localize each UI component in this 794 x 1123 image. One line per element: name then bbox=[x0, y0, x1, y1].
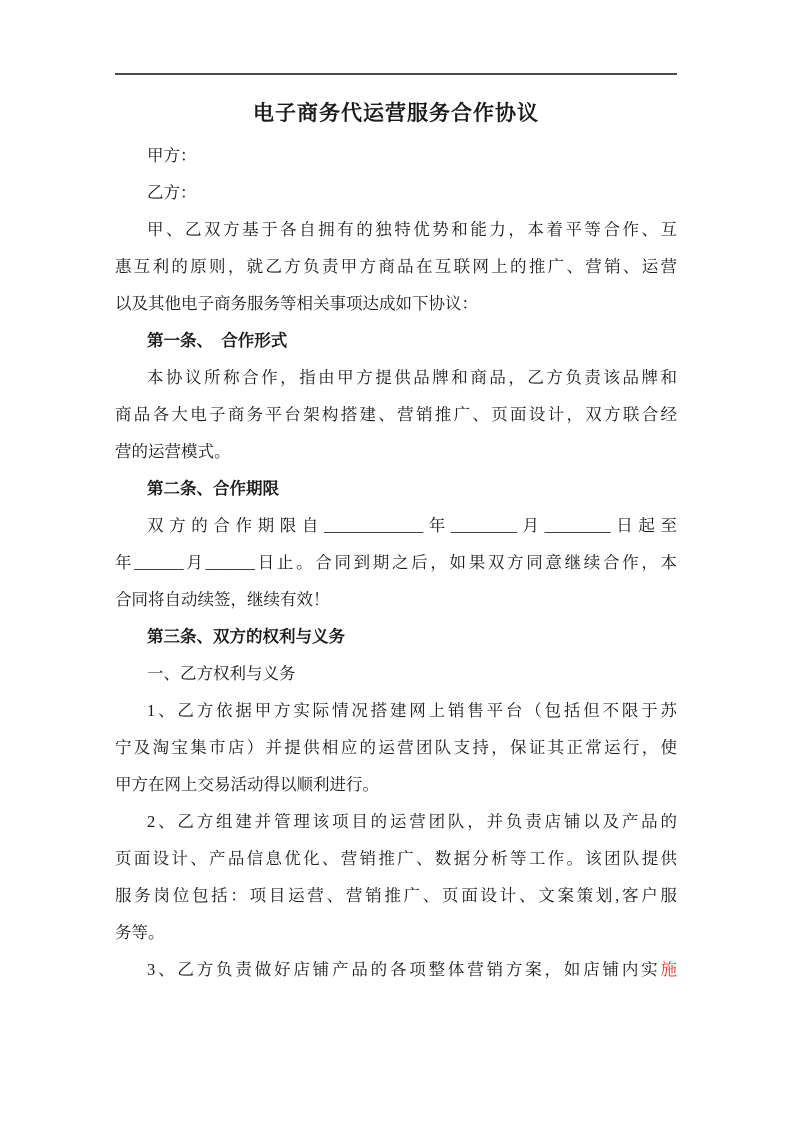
text-line bbox=[115, 914, 677, 951]
text-line bbox=[115, 433, 677, 470]
line-text: 商品各大电子商务平台架构搭建、营销推广、页面设计，双方联合经 bbox=[115, 405, 677, 424]
line-text: 3、乙方负责做好店铺产品的各项整体营销方案，如店铺内实 bbox=[147, 960, 661, 979]
text-line bbox=[115, 174, 677, 211]
line-text: 本协议所称合作，指由甲方提供品牌和商品，乙方负责该品牌和 bbox=[147, 368, 677, 387]
line-text: 合同将自动续签，继续有效！ bbox=[115, 590, 330, 609]
text-line bbox=[115, 729, 677, 766]
text-line bbox=[115, 951, 677, 988]
text-line bbox=[115, 359, 677, 396]
document-content bbox=[115, 89, 677, 988]
text-line bbox=[115, 840, 677, 877]
text-line bbox=[115, 507, 677, 544]
text-line bbox=[115, 766, 677, 803]
header-rule bbox=[115, 73, 677, 75]
line-text: 一、乙方权利与义务 bbox=[147, 664, 296, 683]
line-text: 甲、乙双方基于各自拥有的独特优势和能力，本着平等合作、互 bbox=[147, 220, 677, 239]
line-text: 1、乙方依据甲方实际情况搭建网上销售平台（包括但不限于苏 bbox=[147, 701, 677, 720]
text-line bbox=[115, 396, 677, 433]
line-text: 营的运营模式。 bbox=[115, 442, 231, 461]
line-text: 甲方： bbox=[147, 146, 197, 165]
text-line bbox=[115, 803, 677, 840]
text-line bbox=[115, 655, 677, 692]
line-text: 第二条、合作期限 bbox=[147, 479, 279, 498]
text-line bbox=[115, 544, 677, 581]
line-text: 2、乙方组建并管理该项目的运营团队，并负责店铺以及产品的 bbox=[147, 812, 677, 831]
text-line bbox=[115, 285, 677, 322]
text-line bbox=[115, 137, 677, 174]
line-text: 双方的合作期限自____________年________月________日起至 bbox=[147, 516, 677, 535]
document-body bbox=[115, 137, 677, 988]
line-text: 惠互利的原则，就乙方负责甲方商品在互联网上的推广、营销、运营 bbox=[115, 257, 677, 276]
text-line bbox=[115, 211, 677, 248]
line-text: 页面设计、产品信息优化、营销推广、数据分析等工作。该团队提供 bbox=[115, 849, 677, 868]
text-line bbox=[115, 248, 677, 285]
text-line bbox=[115, 877, 677, 914]
line-text: 宁及淘宝集市店）并提供相应的运营团队支持，保证其正常运行，使 bbox=[115, 738, 677, 757]
section-heading bbox=[115, 470, 677, 507]
text-line bbox=[115, 581, 677, 618]
text-line bbox=[115, 692, 677, 729]
line-text: 甲方在网上交易活动得以顺利进行。 bbox=[115, 775, 379, 794]
document-title: 电子商务代运营服务合作协议 bbox=[253, 101, 539, 125]
line-text: 以及其他电子商务服务等相关事项达成如下协议： bbox=[115, 294, 478, 313]
line-text: 务等。 bbox=[115, 923, 165, 942]
line-text: 年______月______日止。合同到期之后，如果双方同意继续合作，本 bbox=[115, 553, 677, 572]
section-heading bbox=[115, 618, 677, 655]
line-text: 乙方： bbox=[147, 183, 197, 202]
red-highlight-text: 施 bbox=[660, 960, 677, 979]
line-text: 第三条、双方的权利与义务 bbox=[147, 627, 345, 646]
line-text: 第一条、 合作形式 bbox=[147, 331, 288, 350]
line-text: 服务岗位包括：项目运营、营销推广、页面设计、文案策划,客户服 bbox=[115, 886, 677, 905]
section-heading bbox=[115, 322, 677, 359]
